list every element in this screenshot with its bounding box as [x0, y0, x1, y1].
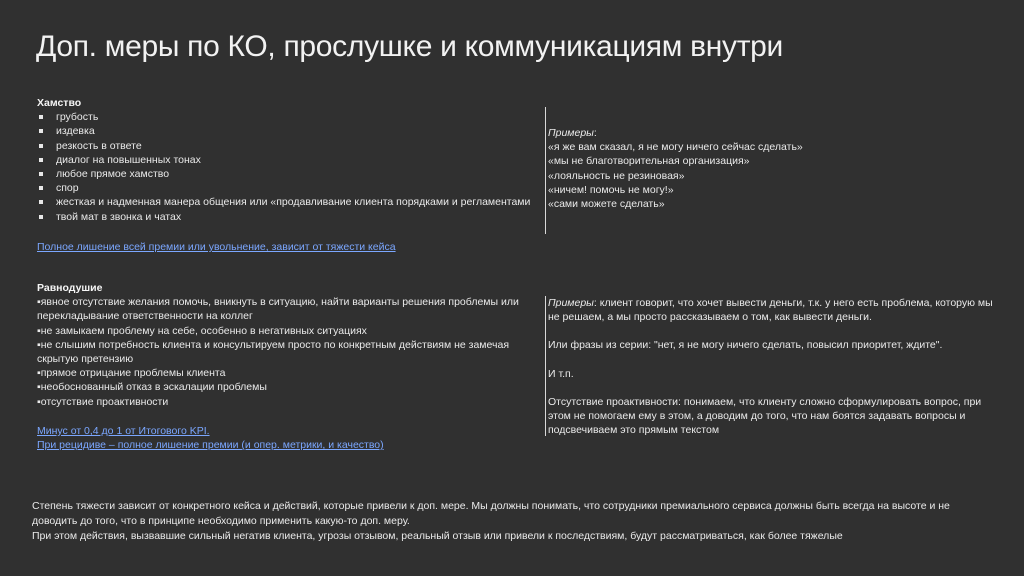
relapse-penalty-link[interactable]: При рецидиве – полное лишение премии (и опер. метрики, и качество): [37, 439, 384, 452]
column-divider: [545, 107, 546, 234]
indifference-heading: Равнодушие: [37, 282, 103, 294]
example-phrase: «сами можете сделать»: [548, 198, 665, 211]
example-phrase: «лояльность не резиновая»: [548, 169, 685, 182]
list-item: ▪необоснованный отказ в эскалации проблемы: [37, 381, 267, 394]
example-text: не решаем, а мы просто рассказываем о том, как вывести деньги.: [548, 311, 872, 324]
rudeness-penalty-link[interactable]: Полное лишение всей премии или увольнение, зависит от тяжести кейса: [37, 241, 396, 253]
list-item: ▪прямое отрицание проблемы клиента: [37, 367, 226, 380]
severity-note-line: доводить до того, что в принципе необходимо применить какую-то доп. меру.: [32, 515, 410, 527]
list-item: скрытую претензию: [37, 353, 134, 366]
list-item: резкость в ответе: [37, 139, 530, 153]
list-item: твой мат в звонка и чатах: [37, 210, 530, 224]
example-phrase: «мы не благотворительная организация»: [548, 155, 750, 168]
list-item: ▪не слышим потребность клиента и консультируем просто по конкретным действиям не замечая: [37, 338, 510, 351]
examples-label: Примеры: [548, 297, 594, 309]
list-item: жесткая и надменная манера общения или «продавливание клиента порядками и регламентами: [37, 195, 530, 209]
example-phrases: Или фразы из серии: "нет, я не могу ничего сделать, повысил приоритет, ждите".: [548, 339, 943, 352]
list-item: любое прямое хамство: [37, 167, 530, 181]
example-phrase: «ничем! помочь не могу!»: [548, 183, 674, 196]
list-item: ▪явное отсутствие желания помочь, вникнуть в ситуацию, найти варианты решения проблемы или: [37, 296, 519, 309]
example-text: : клиент говорит, что хочет вывести деньги, т.к. у него есть проблема, которую мы: [593, 297, 993, 309]
rudeness-section: [37, 96, 530, 224]
list-item: издевка: [37, 124, 530, 138]
examples-colon: :: [593, 127, 597, 139]
rudeness-heading: Хамство: [37, 97, 82, 109]
severity-note-line: При этом действия, вызвавшие сильный негатив клиента, угрозы отзывом, реальный отзыв или привели к последствиям, будут рассматриваться, как более тяжелые: [32, 530, 843, 542]
list-item: ▪отсутствие проактивности: [37, 395, 169, 408]
proactivity-text: подсвечиваем это прямым текстом: [548, 424, 720, 437]
list-item: ▪не замыкаем проблему на себе, особенно в негативных ситуациях: [37, 324, 367, 337]
column-divider: [545, 296, 546, 436]
indifference-penalty-link[interactable]: Минус от 0,4 до 1 от Итогового KPI.: [37, 425, 210, 437]
proactivity-text: Отсутствие проактивности: понимаем, что клиенту сложно сформулировать вопрос, при: [548, 395, 982, 408]
example-phrase: «я же вам сказал, я не могу ничего сейчас сделать»: [548, 141, 803, 154]
rudeness-list: [37, 110, 530, 224]
list-item: спор: [37, 181, 530, 195]
rudeness-examples: [548, 126, 803, 211]
examples-label: Примеры: [548, 127, 594, 139]
severity-note: [32, 499, 992, 544]
indifference-penalties: [37, 424, 384, 452]
severity-note-line: Степень тяжести зависит от конкретного кейса и действий, которые привели к доп. мере. Мы должны понимать, что сотрудники премиального сервиса должны быть всегда на высоте и не: [32, 500, 950, 512]
indifference-examples: [548, 296, 993, 437]
proactivity-text: этом не помогаем ему в этом, а доводим до того, что нам боятся задавать вопросы и: [548, 410, 966, 423]
list-item: грубость: [37, 110, 530, 124]
etc-text: И т.п.: [548, 367, 574, 380]
indifference-section: [37, 281, 519, 409]
slide-title: Доп. меры по КО, прослушке и коммуникациям внутри: [36, 30, 783, 63]
list-item: диалог на повышенных тонах: [37, 153, 530, 167]
list-item: перекладывание ответственности на коллег: [37, 310, 253, 323]
